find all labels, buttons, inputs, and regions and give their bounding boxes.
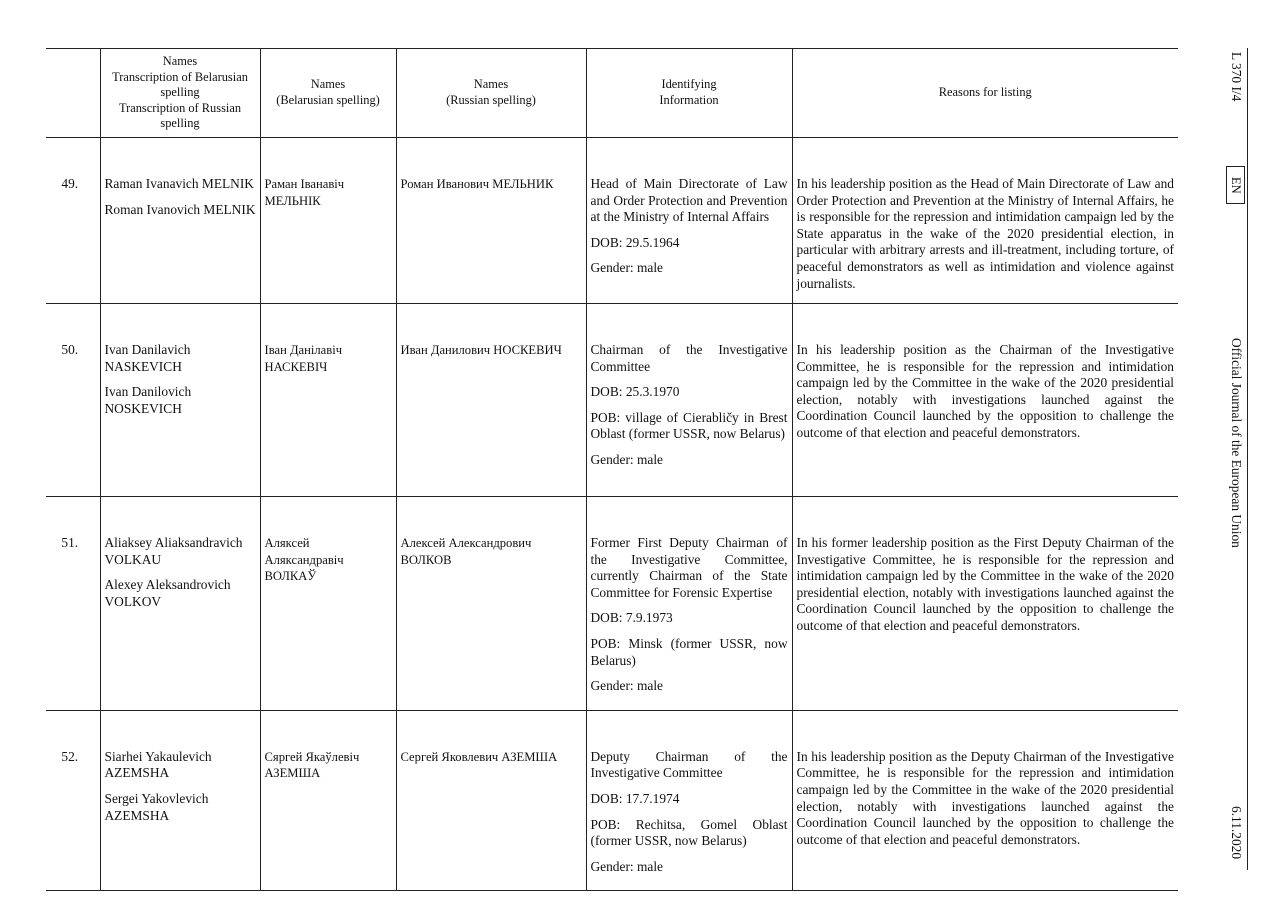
header-identifying-info: Identifying Information (586, 49, 792, 138)
entry-number: 49. (46, 138, 100, 304)
russian-transcription: Alexey Aleksandrovich VOLKOV (104, 577, 231, 609)
transcription-cell (100, 710, 260, 891)
journal-title: Official Journal of the European Union (1229, 338, 1244, 548)
header-russian-names: Names (Russian spelling) (396, 49, 586, 138)
place-of-birth: POB: Minsk (former USSR, now Belarus) (590, 635, 788, 668)
identifying-info (586, 497, 792, 711)
margin-rule (1247, 48, 1248, 870)
transcription-cell (100, 497, 260, 711)
russian-transcription: Ivan Danilovich NOSKEVICH (104, 384, 192, 416)
header-number (46, 49, 100, 138)
belarusian-transcription: Ivan Danilavich NASKEVICH (104, 342, 191, 374)
table-row (46, 304, 1178, 497)
belarusian-name: Іван Данілавіч НАСКЕВІЧ (260, 304, 396, 497)
belarusian-transcription: Siarhei Yakaulevich AZEMSHA (104, 748, 212, 781)
reasons-for-listing: In his leadership position as the Head of Main Directorate of Law and Order Protection and Prevention at the Ministry of Internal Affairs, he is responsible for the repression and intimidation campaign led by the State apparatus in the wake of the 2020 presidential election, in particular with arbitrary arrests and ill-treatment, including torture, of peaceful demonstrators as well as intimidation and violence against journalists. (792, 138, 1178, 304)
belarusian-transcription: Aliaksey Aliaksandravich VOLKAU (104, 535, 243, 567)
place-of-birth: POB: Rechitsa, Gomel Oblast (former USSR, now Belarus) (590, 816, 788, 849)
entry-number: 52. (46, 710, 100, 891)
russian-name: Алексей Александрович ВОЛКОВ (396, 497, 586, 711)
header-transcription: Names Transcription of Belarusian spelling Transcription of Russian spelling (100, 49, 260, 138)
russian-name: Иван Данилович НОСКЕВИЧ (396, 304, 586, 497)
identifying-info (586, 304, 792, 497)
date-of-birth: DOB: 17.7.1974 (590, 790, 680, 806)
date-of-birth: DOB: 29.5.1964 (590, 234, 680, 250)
position: Head of Main Directorate of Law and Order Protection and Prevention at the Ministry of Internal Affairs (590, 176, 788, 225)
table-row (46, 497, 1178, 711)
belarusian-name: Сяргей Якаўлевіч АЗЕМША (260, 710, 396, 891)
identifying-info (586, 710, 792, 891)
russian-name: Роман Иванович МЕЛЬНИК (396, 138, 586, 304)
table-row (46, 138, 1178, 304)
position: Former First Deputy Chairman of the Investigative Committee, currently Chairman of the State Committee for Forensic Expertise (590, 535, 788, 600)
belarusian-name: Раман Іванавіч МЕЛЬНІК (260, 138, 396, 304)
sanctions-listing-table (46, 48, 1178, 891)
entry-number: 51. (46, 497, 100, 711)
gender: Gender: male (590, 260, 663, 276)
position: Deputy Chairman of the Investigative Committee (590, 748, 788, 781)
gender: Gender: male (590, 678, 663, 694)
date-of-birth: DOB: 7.9.1973 (590, 610, 673, 626)
identifying-info (586, 138, 792, 304)
belarusian-name: Аляксей Аляксандравіч ВОЛКАЎ (260, 497, 396, 711)
header-reasons: Reasons for listing (792, 49, 1178, 138)
transcription-cell (100, 304, 260, 497)
gender: Gender: male (590, 451, 663, 467)
reasons-for-listing: In his leadership position as the Deputy Chairman of the Investigative Committee, he is responsible for the repression and intimidation campaign led by the Committee in the wake of the 2020 presidential election, notably with investigations launched against the Coordination Council launched by the opposition to challenge the outcome of that election and peaceful demonstrators. (792, 710, 1178, 891)
belarusian-transcription: Raman Ivanavich MELNIK (104, 176, 254, 191)
russian-name: Сергей Яковлевич АЗЕМША (396, 710, 586, 891)
language-badge: EN (1226, 166, 1245, 204)
publication-date: 6.11.2020 (1229, 806, 1244, 860)
transcription-cell (100, 138, 260, 304)
table-header-row (46, 49, 1178, 138)
reasons-for-listing: In his leadership position as the Chairman of the Investigative Committee, he is responsible for the repression and intimidation campaign led by the Committee in the wake of the 2020 presidential election, notably with investigations launched against the Coordination Council launched by the opposition to challenge the outcome of that election and peaceful demonstrators. (792, 304, 1178, 497)
date-of-birth: DOB: 25.3.1970 (590, 384, 680, 400)
table-row (46, 710, 1178, 891)
position: Chairman of the Investigative Committee (590, 342, 788, 374)
place-of-birth: POB: village of Cierabličy in Brest Oblast (former USSR, now Belarus) (590, 409, 788, 442)
russian-transcription: Sergei Yakovlevich AZEMSHA (104, 790, 209, 823)
reasons-for-listing: In his former leadership position as the First Deputy Chairman of the Investigative Committee, he is responsible for the repression and intimidation campaign led by the Committee in the wake of the 2020 presidential election, notably with investigations launched against the Coordination Council launched by the opposition to challenge the outcome of that election and peaceful demonstrators. (792, 497, 1178, 711)
russian-transcription: Roman Ivanovich MELNIK (104, 201, 256, 217)
header-belarusian-names: Names (Belarusian spelling) (260, 49, 396, 138)
entry-number: 50. (46, 304, 100, 497)
gender: Gender: male (590, 858, 663, 874)
page-reference: L 370 I/4 (1229, 52, 1244, 102)
